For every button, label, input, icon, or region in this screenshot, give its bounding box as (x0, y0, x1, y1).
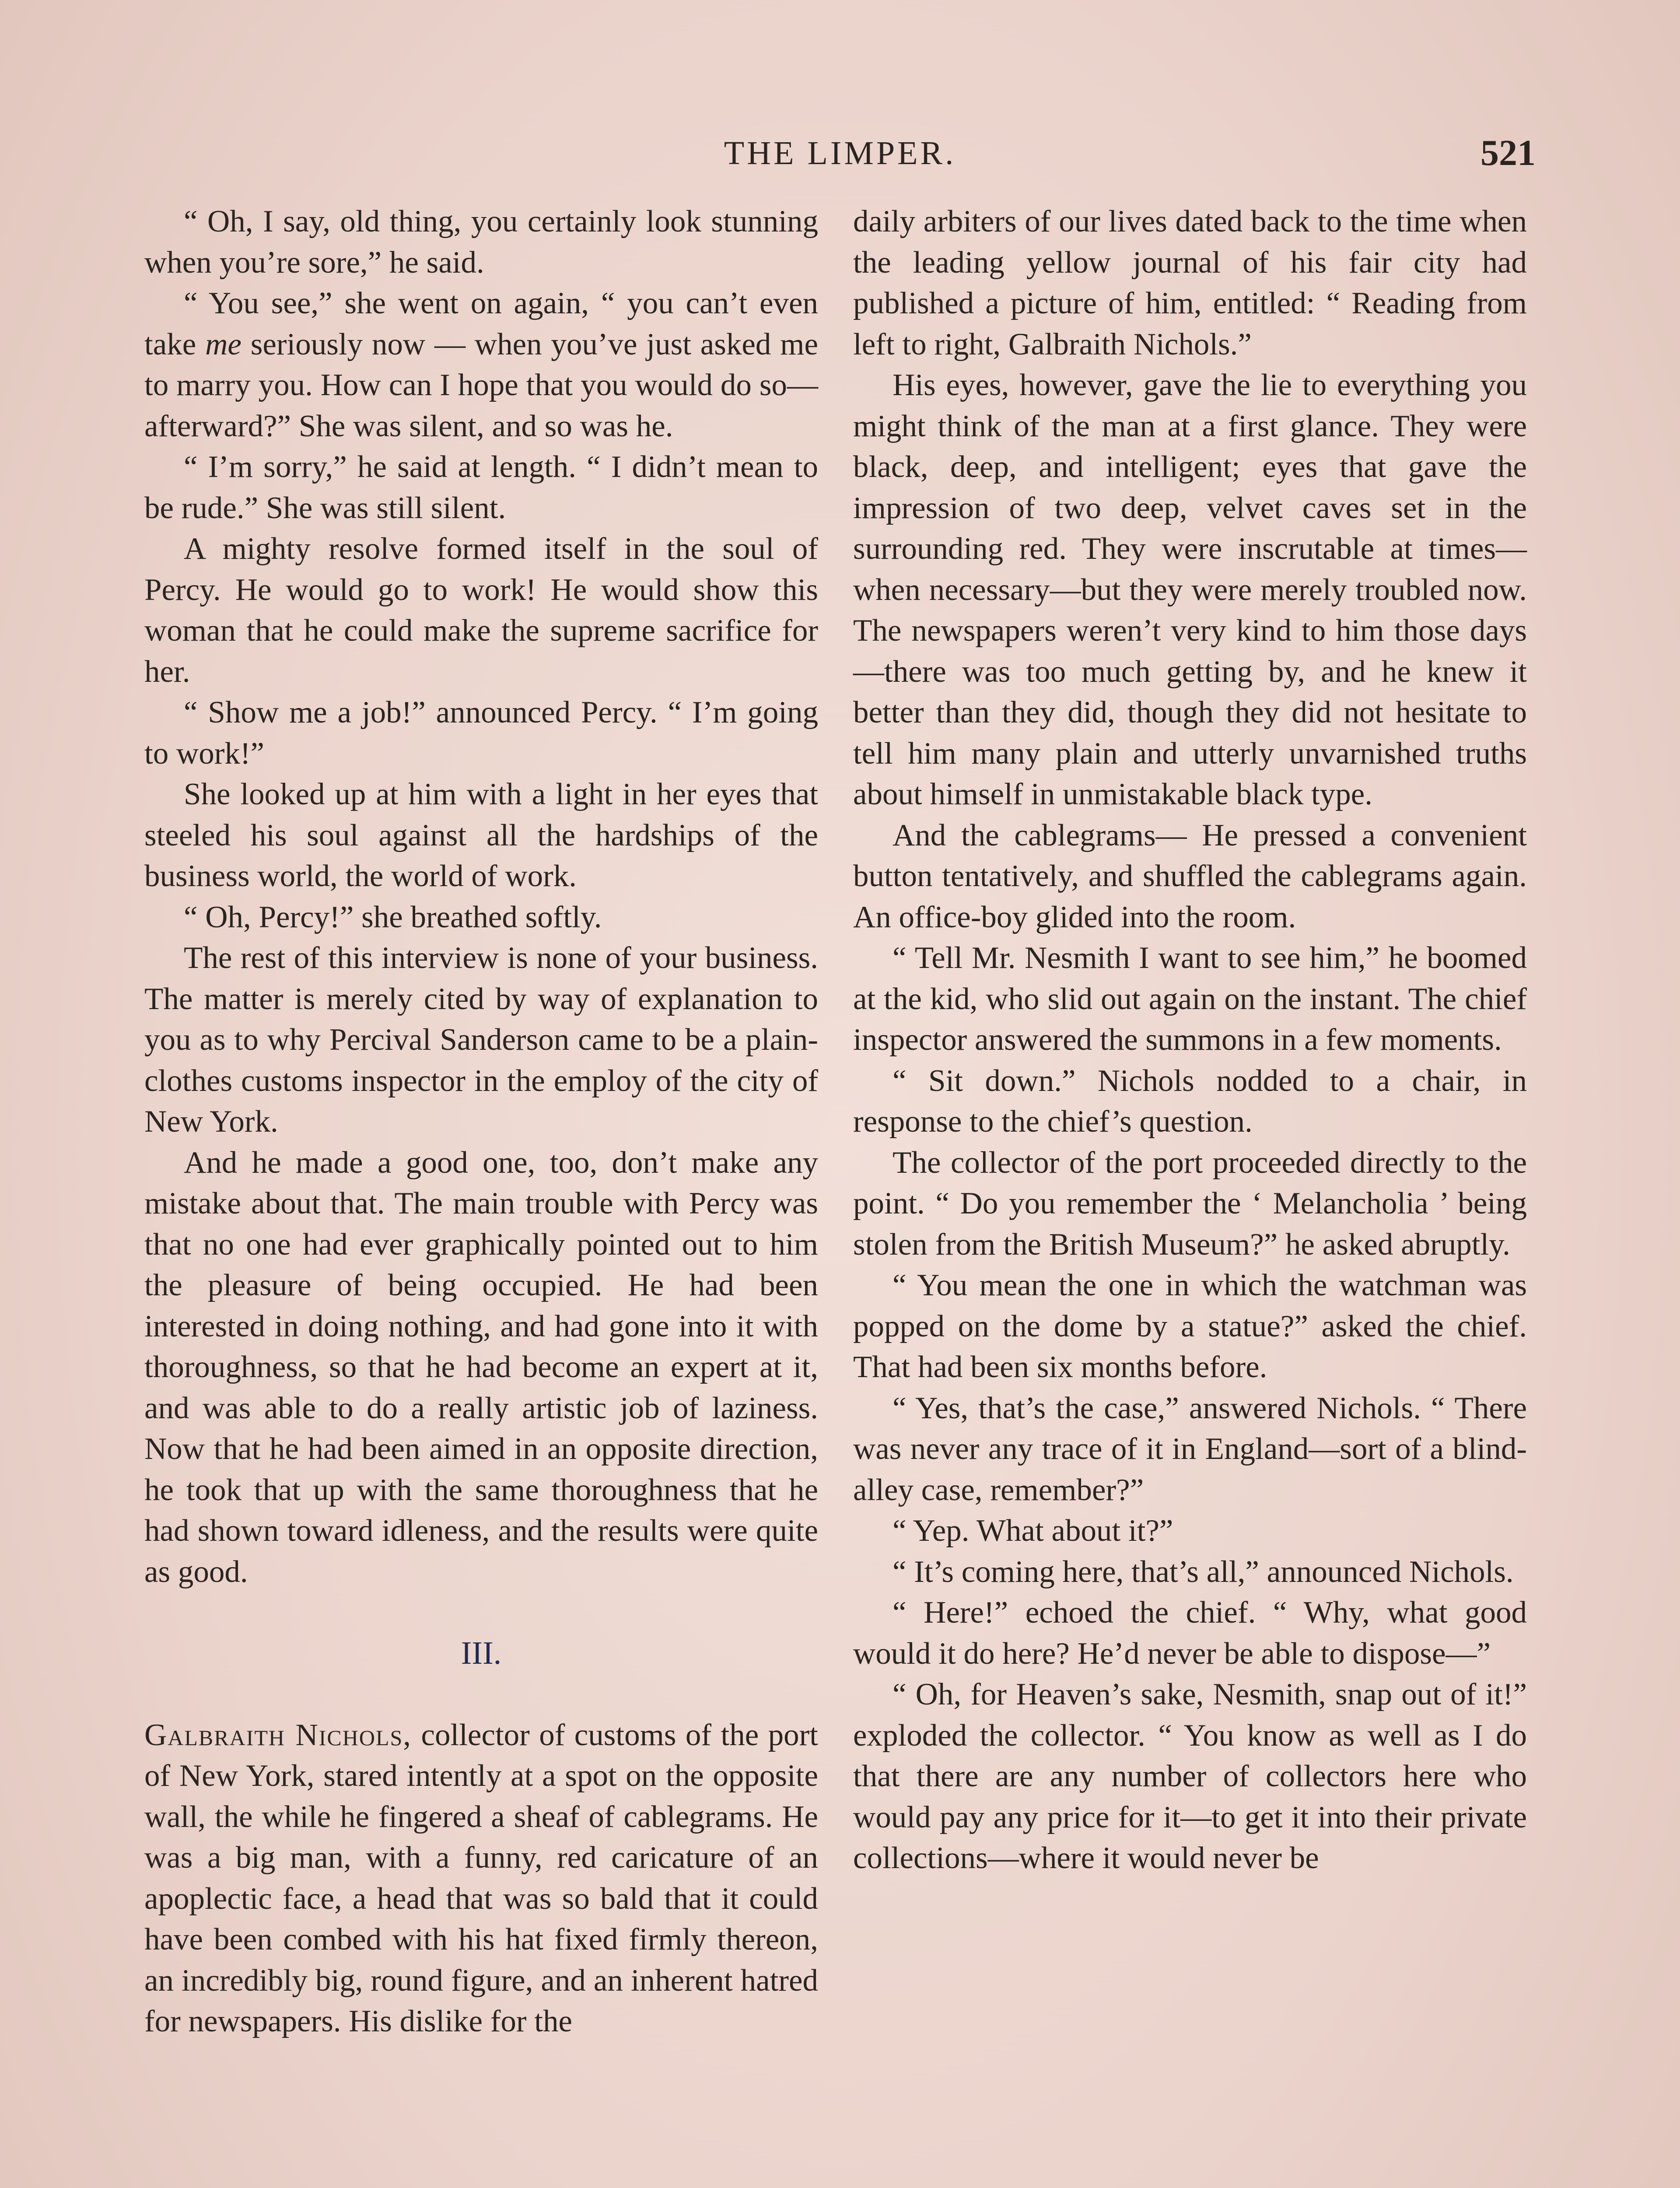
paragraph (144, 283, 818, 447)
smallcaps-name: Galbraith Nichols, (144, 1718, 412, 1752)
paragraph: “ Oh, Percy!” she breathed softly. (184, 900, 602, 934)
section-heading: III. (461, 1635, 502, 1671)
paragraph: His eyes, however, gave the lie to everything you might think of the man at a first glance. They were black, deep, and intelligent; eyes that gave the impression of two deep, velvet caves set in the surrounding red. They were inscrutable at times— when necessary—but they were merely troubled now. The newspapers weren’t very kind to him those days—there was too much getting by, and he knew it better than they did, though they did not hesitate to tell him many plain and utterly unvarnished truths about himself in unmistakable black type. (853, 368, 1527, 811)
emphasis-text: me (205, 327, 242, 361)
paragraph-text: collector of customs of the port of New York, stared intently at a spot on the opposite wall, the while he fingered a sheaf of cablegrams. He was a big man, with a funny, red caricature of an apoplectic face, a head that was so bald that it could have been combed with his hat fixed firmly thereon, an incredibly big, round figure, and an inherent hatred for newspapers. His dislike for the (144, 1718, 819, 2038)
paragraph: “ Show me a job!” announced Percy. “ I’m going to work!” (144, 695, 818, 771)
right-column (853, 201, 1527, 1879)
page-number: 521 (1480, 133, 1536, 173)
paragraph: daily arbiters of our lives dated back to the time when the leading yellow journal of his fair city had published a picture of him, entitled: “ Reading from left to right, Galbraith Nichols.” (853, 204, 1527, 361)
paragraph (144, 1715, 818, 2042)
paragraph: “ I’m sorry,” he said at length. “ I didn’t mean to be rude.” She was still silent. (144, 450, 818, 525)
paragraph-text: seriously now — when you’ve just asked me to marry you. How can I hope that you would do so—afterward?” She was silent, and so was he. (144, 327, 818, 443)
paragraph: And the cablegrams— He pressed a convenient button tentatively, and shuffled the cablegrams again. An office-boy glided into the room. (853, 818, 1527, 934)
paragraph: “ Yes, that’s the case,” answered Nichols. “ There was never any trace of it in England—sort of a blind-alley case, remember?” (853, 1391, 1527, 1507)
paragraph: “ You mean the one in which the watchman was popped on the dome by a statue?” asked the chief. That had been six months before. (853, 1268, 1527, 1384)
paragraph: The collector of the port proceeded directly to the point. “ Do you remember the ‘ Melancholia ’ being stolen from the British Museum?” he asked abruptly. (853, 1145, 1527, 1262)
paragraph: “ Sit down.” Nichols nodded to a chair, in response to the chief’s question. (853, 1063, 1527, 1139)
paragraph: The rest of this interview is none of your business. The matter is merely cited by way of explanation to you as to why Percival Sanderson came to be a plain-clothes customs inspector in the employ of the city of New York. (144, 941, 818, 1139)
left-column (144, 201, 818, 2042)
paragraph: “ It’s coming here, that’s all,” announced Nichols. (892, 1554, 1514, 1589)
paragraph: “ Yep. What about it?” (892, 1514, 1173, 1548)
paragraph-text: “ You see,” she went on again, “ you can’t even take (144, 286, 818, 361)
paragraph: “ Tell Mr. Nesmith I want to see him,” he boomed at the kid, who slid out again on the instant. The chief inspector answered the summons in a few moments. (853, 941, 1527, 1057)
paragraph: “ Here!” echoed the chief. “ Why, what good would it do here? He’d never be able to dispose—” (853, 1595, 1527, 1671)
running-head: THE LIMPER. (724, 135, 956, 172)
paragraph: “ Oh, I say, old thing, you certainly look stunning when you’re sore,” he said. (144, 204, 818, 280)
paragraph: And he made a good one, too, don’t make any mistake about that. The main trouble with Percy was that no one had ever graphically pointed out to him the pleasure of being occupied. He had been interested in doing nothing, and had gone into it with thoroughness, so that he had become an expert at it, and was able to do a really artistic job of laziness. Now that he had been aimed in an opposite direction, he took that up with the same thoroughness that he had shown toward idleness, and the results were quite as good. (144, 1145, 818, 1589)
paragraph: “ Oh, for Heaven’s sake, Nesmith, snap out of it!” exploded the collector. “ You know as well as I do that there are any number of collectors here who would pay any price for it—to get it into their private collections—where it would never be (853, 1677, 1527, 1875)
paragraph: She looked up at him with a light in her eyes that steeled his soul against all the hardships of the business world, the world of work. (144, 777, 818, 893)
paragraph: A mighty resolve formed itself in the soul of Percy. He would go to work! He would show this woman that he could make the supreme sacrifice for her. (144, 532, 818, 689)
page-header (144, 127, 1536, 179)
